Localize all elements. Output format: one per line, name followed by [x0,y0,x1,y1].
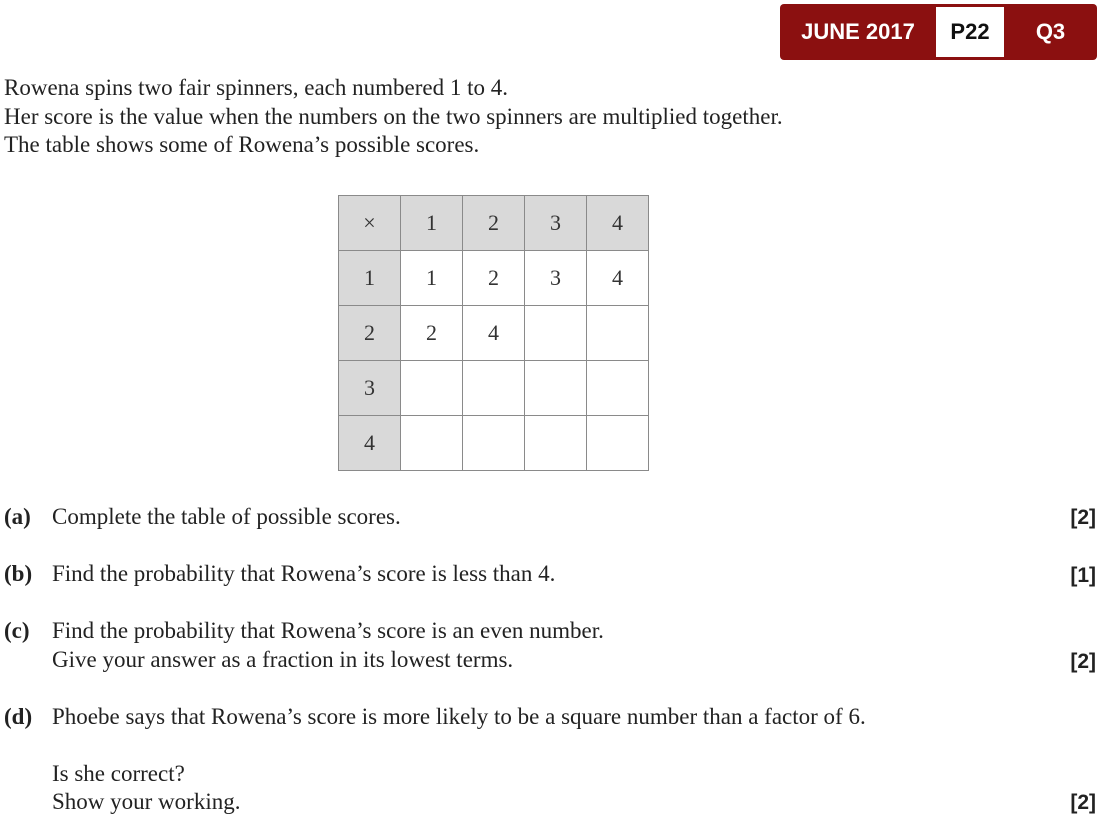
intro-line-2: Her score is the value when the numbers on the two spinners are multiplied together. [4,103,783,129]
part-b-marks: [1] [1070,564,1096,587]
table-corner-cell: × [339,196,401,251]
exam-date: JUNE 2017 [801,19,915,44]
score-cell[interactable] [401,416,463,471]
column-header-cell: 1 [401,196,463,251]
part-d-marks: [2] [1070,791,1096,814]
part-c-marks: [2] [1070,650,1096,673]
column-header-cell: 2 [463,196,525,251]
score-cell[interactable] [525,416,587,471]
part-c-text [52,617,604,674]
table-row [339,251,649,306]
part-c-line-1: Find the probability that Rowena’s score is an even number. [52,618,604,643]
part-a-marks: [2] [1070,506,1096,529]
score-cell[interactable] [525,361,587,416]
part-a-label: (a) [4,504,31,529]
part-a-line-1: Complete the table of possible scores. [52,504,401,529]
score-cell[interactable] [463,361,525,416]
part-d-label: (d) [4,704,33,729]
score-cell[interactable] [587,306,649,361]
score-cell[interactable] [463,416,525,471]
part-c-label: (c) [4,618,30,643]
score-cell[interactable]: 4 [463,306,525,361]
question-number: Q3 [1035,19,1066,44]
score-cell[interactable]: 3 [525,251,587,306]
part-a-text [52,503,401,532]
part-d-line-1: Phoebe says that Rowena’s score is more likely to be a square number than a factor of 6. [52,704,866,729]
row-header-cell: 1 [339,251,401,306]
question-intro [4,74,783,160]
part-c-line-2: Give your answer as a fraction in its lowest terms. [52,646,514,672]
table-row [339,361,649,416]
score-cell[interactable]: 4 [587,251,649,306]
part-d-line-3: Show your working. [52,789,241,814]
score-cell[interactable]: 1 [401,251,463,306]
scores-table [338,195,649,471]
score-cell[interactable]: 2 [401,306,463,361]
score-cell[interactable] [587,416,649,471]
part-b-line-1: Find the probability that Rowena’s score is less than 4. [52,561,556,586]
column-header-cell: 3 [525,196,587,251]
score-cell[interactable] [401,361,463,416]
row-header-cell: 2 [339,306,401,361]
intro-line-3: The table shows some of Rowena’s possible scores. [4,132,480,157]
part-b-label: (b) [4,561,33,586]
row-header-cell: 3 [339,361,401,416]
part-d-line-2: Is she correct? [52,760,185,786]
table-row [339,416,649,471]
part-d-text [52,703,866,817]
table-row [339,306,649,361]
intro-line-1: Rowena spins two fair spinners, each numbered 1 to 4. [4,75,508,100]
score-cell[interactable]: 2 [463,251,525,306]
column-header-cell: 4 [587,196,649,251]
row-header-cell: 4 [339,416,401,471]
exam-reference-badge [780,4,1097,60]
paper-number: P22 [936,7,1004,57]
score-cell[interactable] [587,361,649,416]
score-cell[interactable] [525,306,587,361]
part-b-text [52,560,555,589]
table-header-row [339,196,649,251]
